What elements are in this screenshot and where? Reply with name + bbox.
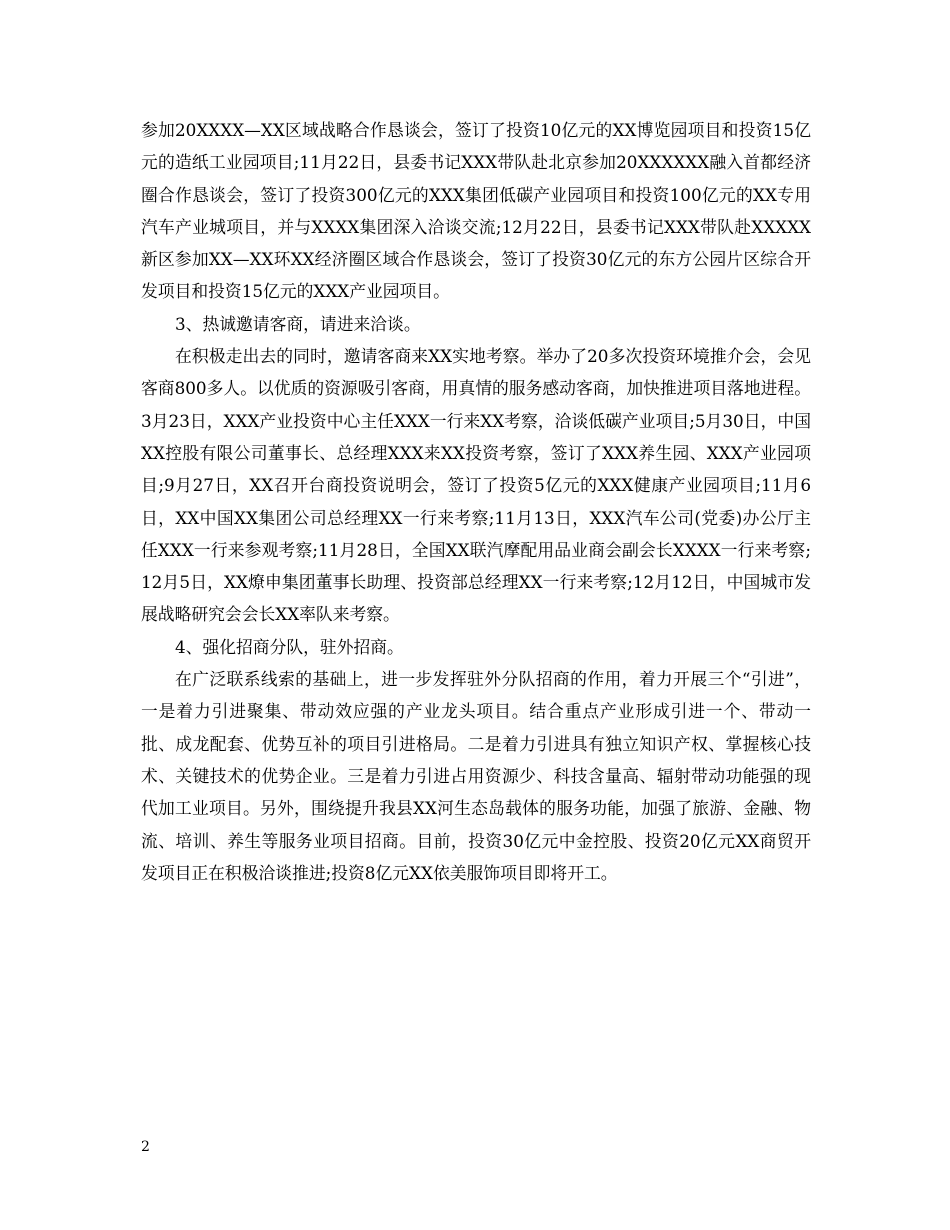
paragraph-continuation: 参加20XXXX—XX区域战略合作恳谈会，签订了投资10亿元的XX博览园项目和投资15亿元的造纸工业园项目;11月22日，县委书记XXX带队赴北京参加20XXXXXX融入首都经济圈合作恳谈会，签订了投资300亿元的XXX集团低碳产业园项目和投资100亿元的XX专用汽车产业城项目，并与XXXX集团深入洽谈交流;12月22日，县委书记XXX带队赴XXXXX新区参加XX—XX环XX经济圈区域合作恳谈会，签订了投资30亿元的东方公园片区综合开发项目和投资15亿元的XXX产业园项目。 xyxy=(141,120,811,302)
paragraph-section-3: 在积极走出去的同时，邀请客商来XX实地考察。举办了20多次投资环境推介会，会见客商800多人。以优质的资源吸引客商，用真情的服务感动客商，加快推进项目落地进程。3月23日，XXX产业投资中心主任XXX一行来XX考察，洽谈低碳产业项目;5月30日，中国XX控股有限公司董事长、总经理XXX来XX投资考察，签订了XXX养生园、XXX产业园项目;9月27日，XX召开台商投资说明会，签订了投资5亿元的XXX健康产业园项目;11月6日，XX中国XX集团公司总经理XX一行来考察;11月13日，XXX汽车公司(党委)办公厅主任XXX一行来参观考察;11月28日，全国XX联汽摩配用品业商会副会长XXXX一行来考察;12月5日，XX燎申集团董事长助理、投资部总经理XX一行来考察;12月12日，中国城市发展战略研究会会长XX率队来考察。 xyxy=(141,346,811,625)
section-heading-3: 3、热诚邀请客商，请进来洽谈。 xyxy=(175,313,421,334)
paragraph-section-4: 在广泛联系线索的基础上，进一步发挥驻外分队招商的作用，着力开展三个“引进”，一是着力引进聚集、带动效应强的产业龙头项目。结合重点产业形成引进一个、带动一批、成龙配套、优势互补的项目引进格局。二是着力引进具有独立知识产权、掌握核心技术、关键技术的优势企业。三是着力引进占用资源少、科技含量高、辐射带动功能强的现代加工业项目。另外，围绕提升我县XX河生态岛载体的服务功能，加强了旅游、金融、物流、培训、养生等服务业项目招商。目前，投资30亿元中金控股、投资20亿元XX商贸开发项目正在积极洽谈推进;投资8亿元XX依美服饰项目即将开工。 xyxy=(141,669,811,883)
page-number: 2 xyxy=(141,1139,150,1155)
section-heading-4: 4、强化招商分队，驻外招商。 xyxy=(175,636,404,657)
document-body xyxy=(141,114,811,889)
